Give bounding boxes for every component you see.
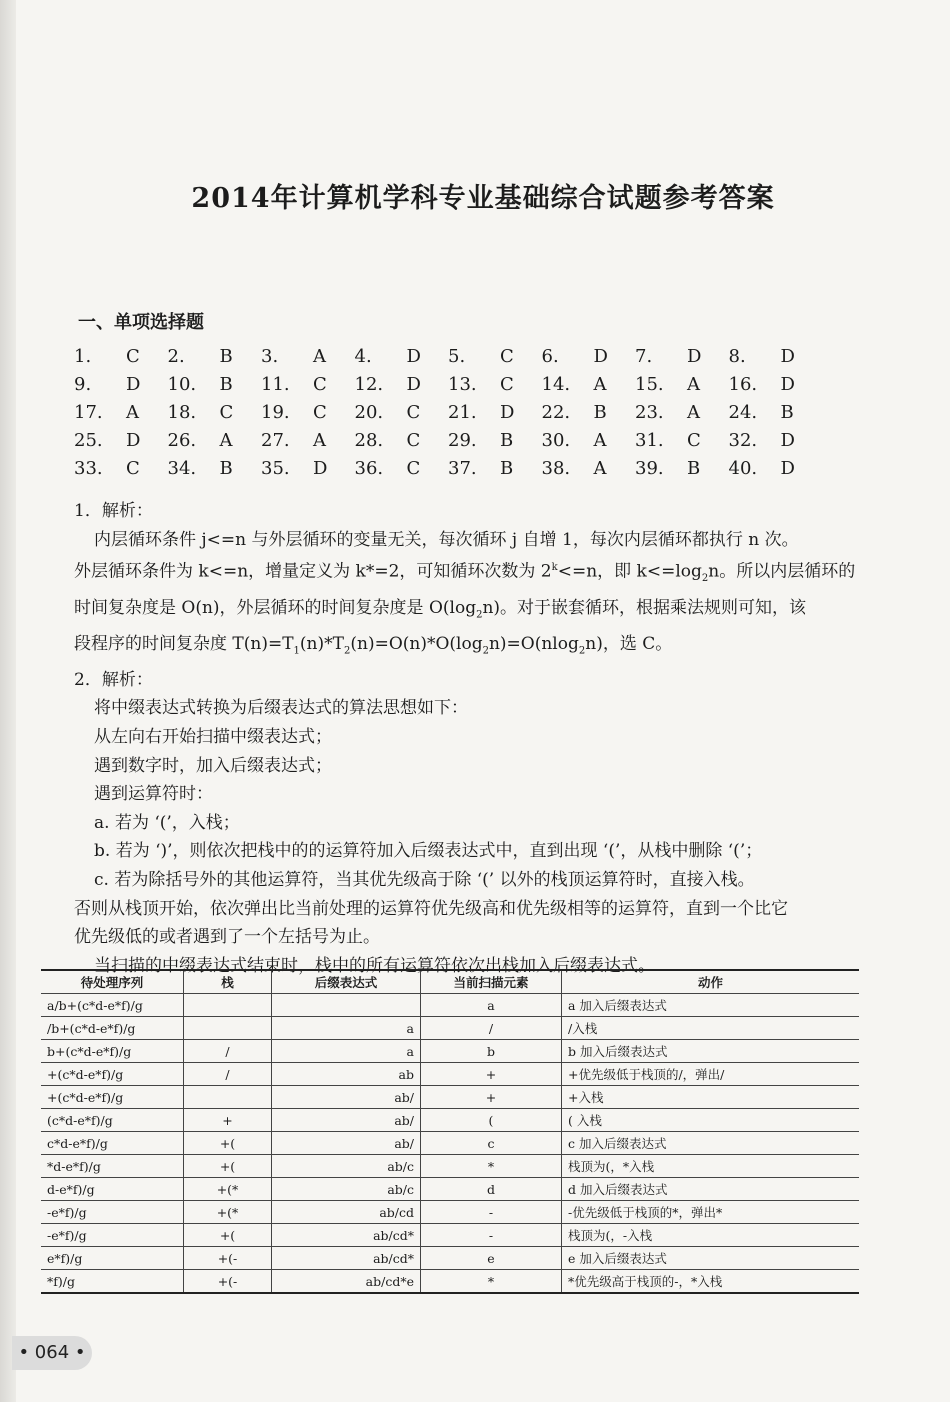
answer-item: 32. D	[728, 430, 795, 451]
answer-item: 27. A	[261, 430, 326, 451]
table-cell: ab/	[272, 1086, 421, 1109]
table-row	[41, 1155, 859, 1178]
table-cell: -	[421, 1201, 562, 1224]
table-cell: *优先级高于栈顶的-，*入栈	[562, 1270, 860, 1294]
table-row	[41, 1201, 859, 1224]
table-cell: ab/cd*	[272, 1247, 421, 1270]
table-cell: /b+(c*d-e*f)/g	[41, 1017, 184, 1040]
table-cell: a 加入后缀表达式	[562, 994, 860, 1017]
paragraph-line: 内层循环条件 j<=n 与外层循环的变量无关，每次循环 j 自增 1，每次内层循环都执行 n 次。	[94, 529, 799, 550]
table-cell: +	[184, 1109, 272, 1132]
answer-item: 16. D	[728, 374, 795, 395]
table-row	[41, 1270, 859, 1294]
column-header: 栈	[184, 970, 272, 994]
answer-item: 29. B	[448, 430, 514, 451]
section-heading: 一、单项选择题	[78, 312, 204, 333]
table-row	[41, 1040, 859, 1063]
table-cell: e 加入后缀表达式	[562, 1247, 860, 1270]
answer-item: 28. C	[354, 430, 421, 451]
paragraph-line: 时间复杂度是 O(n)，外层循环的时间复杂度是 $O(\log_2n)$。对于嵌套循环，根据乘法规则可知，该	[74, 597, 807, 621]
answer-item: 24. B	[728, 402, 794, 423]
table-row	[41, 1109, 859, 1132]
answer-row	[74, 430, 822, 458]
table-row	[41, 1224, 859, 1247]
page-margin-strip	[0, 0, 16, 1402]
answer-item: 31. C	[635, 430, 701, 451]
answer-item: 13. C	[448, 374, 514, 395]
answer-item: 9. D	[74, 374, 141, 395]
answer-item: 1. C	[74, 346, 140, 367]
table-cell: /入栈	[562, 1017, 860, 1040]
table-cell: ab/	[272, 1109, 421, 1132]
page-title: 2014年计算机学科专业基础综合试题参考答案	[191, 183, 775, 214]
answer-item: 33. C	[74, 458, 140, 479]
answer-item: 18. C	[167, 402, 234, 423]
table-cell: +(-	[184, 1270, 272, 1294]
table-cell: +(c*d-e*f)/g	[41, 1063, 184, 1086]
paragraph-line: c. 若为除括号外的其他运算符，当其优先级高于除 ‘(’ 以外的栈顶运算符时，直接入栈。	[94, 869, 755, 890]
answer-item: 25. D	[74, 430, 141, 451]
answer-item: 7. D	[635, 346, 702, 367]
document-page	[16, 0, 950, 1402]
conversion-table	[41, 969, 859, 1294]
table-cell: ab/c	[272, 1178, 421, 1201]
answer-row	[74, 346, 822, 374]
answer-key	[74, 346, 822, 486]
table-cell: /	[184, 1063, 272, 1086]
table-header-row	[41, 970, 859, 994]
paragraph-line: 段程序的时间复杂度 $T(n)=T_1(n)*T_2(n)=O(n)*O(\log_2n)=O(nlog_2n)$，选 C。	[74, 633, 673, 657]
answer-item: 23. A	[635, 402, 700, 423]
table-cell	[184, 1086, 272, 1109]
table-cell: a	[272, 1040, 421, 1063]
table-row	[41, 994, 859, 1017]
paragraph-line: 优先级低的或者遇到了一个左括号为止。	[74, 927, 380, 948]
table-cell: (	[421, 1109, 562, 1132]
table-cell: +(*	[184, 1201, 272, 1224]
table-row	[41, 1063, 859, 1086]
table-cell: -e*f)/g	[41, 1201, 184, 1224]
table-cell: +入栈	[562, 1086, 860, 1109]
answer-item: 14. A	[541, 374, 607, 395]
paragraph-line: 将中缀表达式转换为后缀表达式的算法思想如下：	[94, 698, 468, 719]
table-cell: -	[421, 1224, 562, 1247]
table-cell: +(c*d-e*f)/g	[41, 1086, 184, 1109]
table-cell: +(	[184, 1155, 272, 1178]
table-cell: /	[421, 1017, 562, 1040]
table-row	[41, 1132, 859, 1155]
table-cell: +(	[184, 1132, 272, 1155]
table-cell: b 加入后缀表达式	[562, 1040, 860, 1063]
table-cell: a/b+(c*d-e*f)/g	[41, 994, 184, 1017]
paragraph-line: b. 若为 ‘)’，则依次把栈中的的运算符加入后缀表达式中，直到出现 ‘(’，从栈中删除 ‘(’；	[94, 841, 763, 862]
answer-item: 5. C	[448, 346, 514, 367]
paragraph-line: 否则从栈顶开始，依次弹出比当前处理的运算符优先级高和优先级相等的运算符，直到一个比它	[74, 898, 788, 919]
table-cell: +	[421, 1063, 562, 1086]
table-cell: e*f)/g	[41, 1247, 184, 1270]
answer-item: 8. D	[728, 346, 795, 367]
answer-item: 15. A	[635, 374, 700, 395]
table-cell: ab/cd	[272, 1201, 421, 1224]
page-number: • 064 •	[12, 1336, 92, 1370]
answer-item: 4. D	[354, 346, 421, 367]
table-cell	[184, 1017, 272, 1040]
answer-row	[74, 402, 822, 430]
answer-row	[74, 458, 822, 486]
table-cell: 栈顶为(，*入栈	[562, 1155, 860, 1178]
table-cell: -e*f)/g	[41, 1224, 184, 1247]
column-header: 后缀表达式	[272, 970, 421, 994]
table-cell: *f)/g	[41, 1270, 184, 1294]
table-cell: c	[421, 1132, 562, 1155]
table-cell: b	[421, 1040, 562, 1063]
table-cell: 栈顶为(，-入栈	[562, 1224, 860, 1247]
table-cell: ab/cd*e	[272, 1270, 421, 1294]
table-cell	[184, 994, 272, 1017]
answer-item: 12. D	[354, 374, 421, 395]
answer-item: 10. B	[167, 374, 233, 395]
answer-item: 26. A	[167, 430, 233, 451]
answer-item: 36. C	[354, 458, 421, 479]
answer-item: 37. B	[448, 458, 514, 479]
column-header: 待处理序列	[41, 970, 184, 994]
table-cell: ( 入栈	[562, 1109, 860, 1132]
table-cell: ab/c	[272, 1155, 421, 1178]
answer-item: 3. A	[261, 346, 326, 367]
paragraph-line: 当扫描的中缀表达式结束时，栈中的所有运算符依次出栈加入后缀表达式。	[94, 955, 655, 976]
table-cell: ab/cd*	[272, 1224, 421, 1247]
answer-item: 39. B	[635, 458, 701, 479]
table-cell: *	[421, 1155, 562, 1178]
table-cell: c 加入后缀表达式	[562, 1132, 860, 1155]
table-cell: ab/	[272, 1132, 421, 1155]
answer-item: 38. A	[541, 458, 607, 479]
table-row	[41, 1178, 859, 1201]
column-header: 动作	[562, 970, 860, 994]
answer-item: 21. D	[448, 402, 515, 423]
table-cell: +优先级低于栈顶的/，弹出/	[562, 1063, 860, 1086]
table-cell: -优先级低于栈顶的*，弹出*	[562, 1201, 860, 1224]
answer-item: 40. D	[728, 458, 795, 479]
table-row	[41, 1247, 859, 1270]
table-cell: +(-	[184, 1247, 272, 1270]
table-cell: +(	[184, 1224, 272, 1247]
table-row	[41, 1017, 859, 1040]
table-cell: d-e*f)/g	[41, 1178, 184, 1201]
column-header: 当前扫描元素	[421, 970, 562, 994]
paragraph-line: 遇到运算符时：	[94, 784, 213, 805]
table-cell: d	[421, 1178, 562, 1201]
table-cell: (c*d-e*f)/g	[41, 1109, 184, 1132]
explanation-heading: 2．解析：	[74, 669, 153, 690]
answer-item: 34. B	[167, 458, 233, 479]
table-cell: /	[184, 1040, 272, 1063]
answer-item: 6. D	[541, 346, 608, 367]
answer-item: 22. B	[541, 402, 607, 423]
paragraph-line: a. 若为 ‘(’，入栈；	[94, 812, 240, 833]
table-cell: a	[421, 994, 562, 1017]
table-cell: d 加入后缀表达式	[562, 1178, 860, 1201]
table-cell: c*d-e*f)/g	[41, 1132, 184, 1155]
answer-row	[74, 374, 822, 402]
table-cell: +(*	[184, 1178, 272, 1201]
answer-item: 20. C	[354, 402, 421, 423]
answer-item: 11. C	[261, 374, 327, 395]
table-row	[41, 1086, 859, 1109]
table-cell: ab	[272, 1063, 421, 1086]
answer-item: 30. A	[541, 430, 607, 451]
table-cell	[272, 994, 421, 1017]
table-cell: e	[421, 1247, 562, 1270]
table-cell: b+(c*d-e*f)/g	[41, 1040, 184, 1063]
table-cell: *d-e*f)/g	[41, 1155, 184, 1178]
answer-item: 35. D	[261, 458, 328, 479]
table-cell: a	[272, 1017, 421, 1040]
explanation-text	[74, 497, 854, 980]
answer-item: 2. B	[167, 346, 233, 367]
table-body	[41, 994, 859, 1294]
answer-item: 19. C	[261, 402, 327, 423]
explanation-heading: 1．解析：	[74, 501, 153, 521]
paragraph-line: 外层循环条件为 k<=n，增量定义为 k*=2，可知循环次数为 $2^k<=n$，即 $k<=\log_2n$。所以内层循环的	[74, 561, 856, 585]
table-cell: +	[421, 1086, 562, 1109]
table-cell: *	[421, 1270, 562, 1294]
paragraph-line: 遇到数字时，加入后缀表达式；	[94, 755, 332, 776]
paragraph-line: 从左向右开始扫描中缀表达式；	[94, 726, 332, 747]
answer-item: 17. A	[74, 402, 139, 423]
